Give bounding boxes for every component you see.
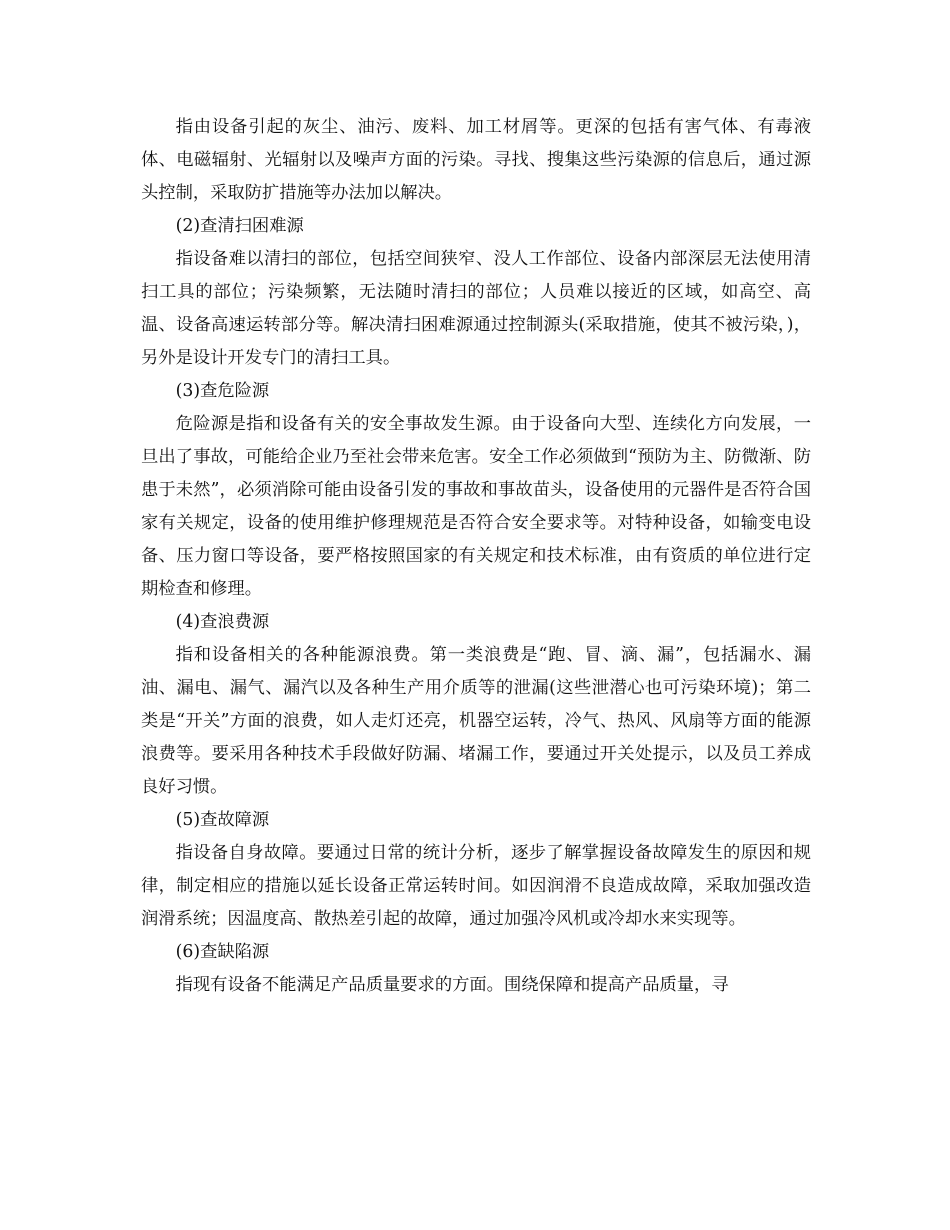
paragraph-defect-source: 指现有设备不能满足产品质量要求的方面。围绕保障和提高产品质量，寻 bbox=[175, 975, 729, 995]
heading-defect-source: (6)查缺陷源 bbox=[175, 942, 270, 962]
heading-fault-source: (5)查故障源 bbox=[175, 810, 270, 830]
paragraph-waste-source: 指和设备相关的各种能源浪费。第一类浪费是“跑、冒、滴、漏”，包括漏水、漏油、漏电、漏气、漏汽以及各种生产用介质等的泄漏(这些泄潜心也可污染环境)；第二类是“开关”方面的浪费，如人走灯还亮，机器空运转，冷气、热风、风扇等方面的能源浪费等。要采用各种技术手段做好防漏、堵漏工作，要通过开关处提示，以及员工养成良好习惯。 bbox=[141, 645, 811, 797]
document-body bbox=[141, 111, 811, 1002]
paragraph-pollution-source: 指由设备引起的灰尘、油污、废料、加工材屑等。更深的包括有害气体、有毒液体、电磁辐射、光辐射以及噪声方面的污染。寻找、搜集这些污染源的信息后，通过源头控制，采取防扩措施等办法加以解决。 bbox=[141, 117, 811, 203]
heading-cleaning-difficulty-source: (2)查清扫困难源 bbox=[175, 216, 304, 236]
heading-waste-source: (4)查浪费源 bbox=[175, 612, 270, 632]
paragraph-cleaning-difficulty-source: 指设备难以清扫的部位，包括空间狭窄、没人工作部位、设备内部深层无法使用清扫工具的部位；污染频繁，无法随时清扫的部位；人员难以接近的区域，如高空、高温、设备高速运转部分等。解决清扫困难源通过控制源头(采取措施，使其不被污染，)，另外是设计开发专门的清扫工具。 bbox=[141, 249, 811, 368]
paragraph-fault-source: 指设备自身故障。要通过日常的统计分析，逐步了解掌握设备故障发生的原因和规律，制定相应的措施以延长设备正常运转时间。如因润滑不良造成故障，采取加强改造润滑系统；因温度高、散热差引起的故障，通过加强冷风机或冷却水来实现等。 bbox=[141, 843, 811, 929]
heading-hazard-source: (3)查危险源 bbox=[175, 381, 270, 401]
paragraph-hazard-source: 危险源是指和设备有关的安全事故发生源。由于设备向大型、连续化方向发展，一旦出了事故，可能给企业乃至社会带来危害。安全工作必须做到“预防为主、防微渐、防患于未然”，必须消除可能由设备引发的事故和事故苗头，设备使用的元器件是否符合国家有关规定，设备的使用维护修理规范是否符合安全要求等。对特种设备，如输变电设备、压力窗口等设备，要严格按照国家的有关规定和技术标准，由有资质的单位进行定期检查和修理。 bbox=[141, 414, 811, 599]
